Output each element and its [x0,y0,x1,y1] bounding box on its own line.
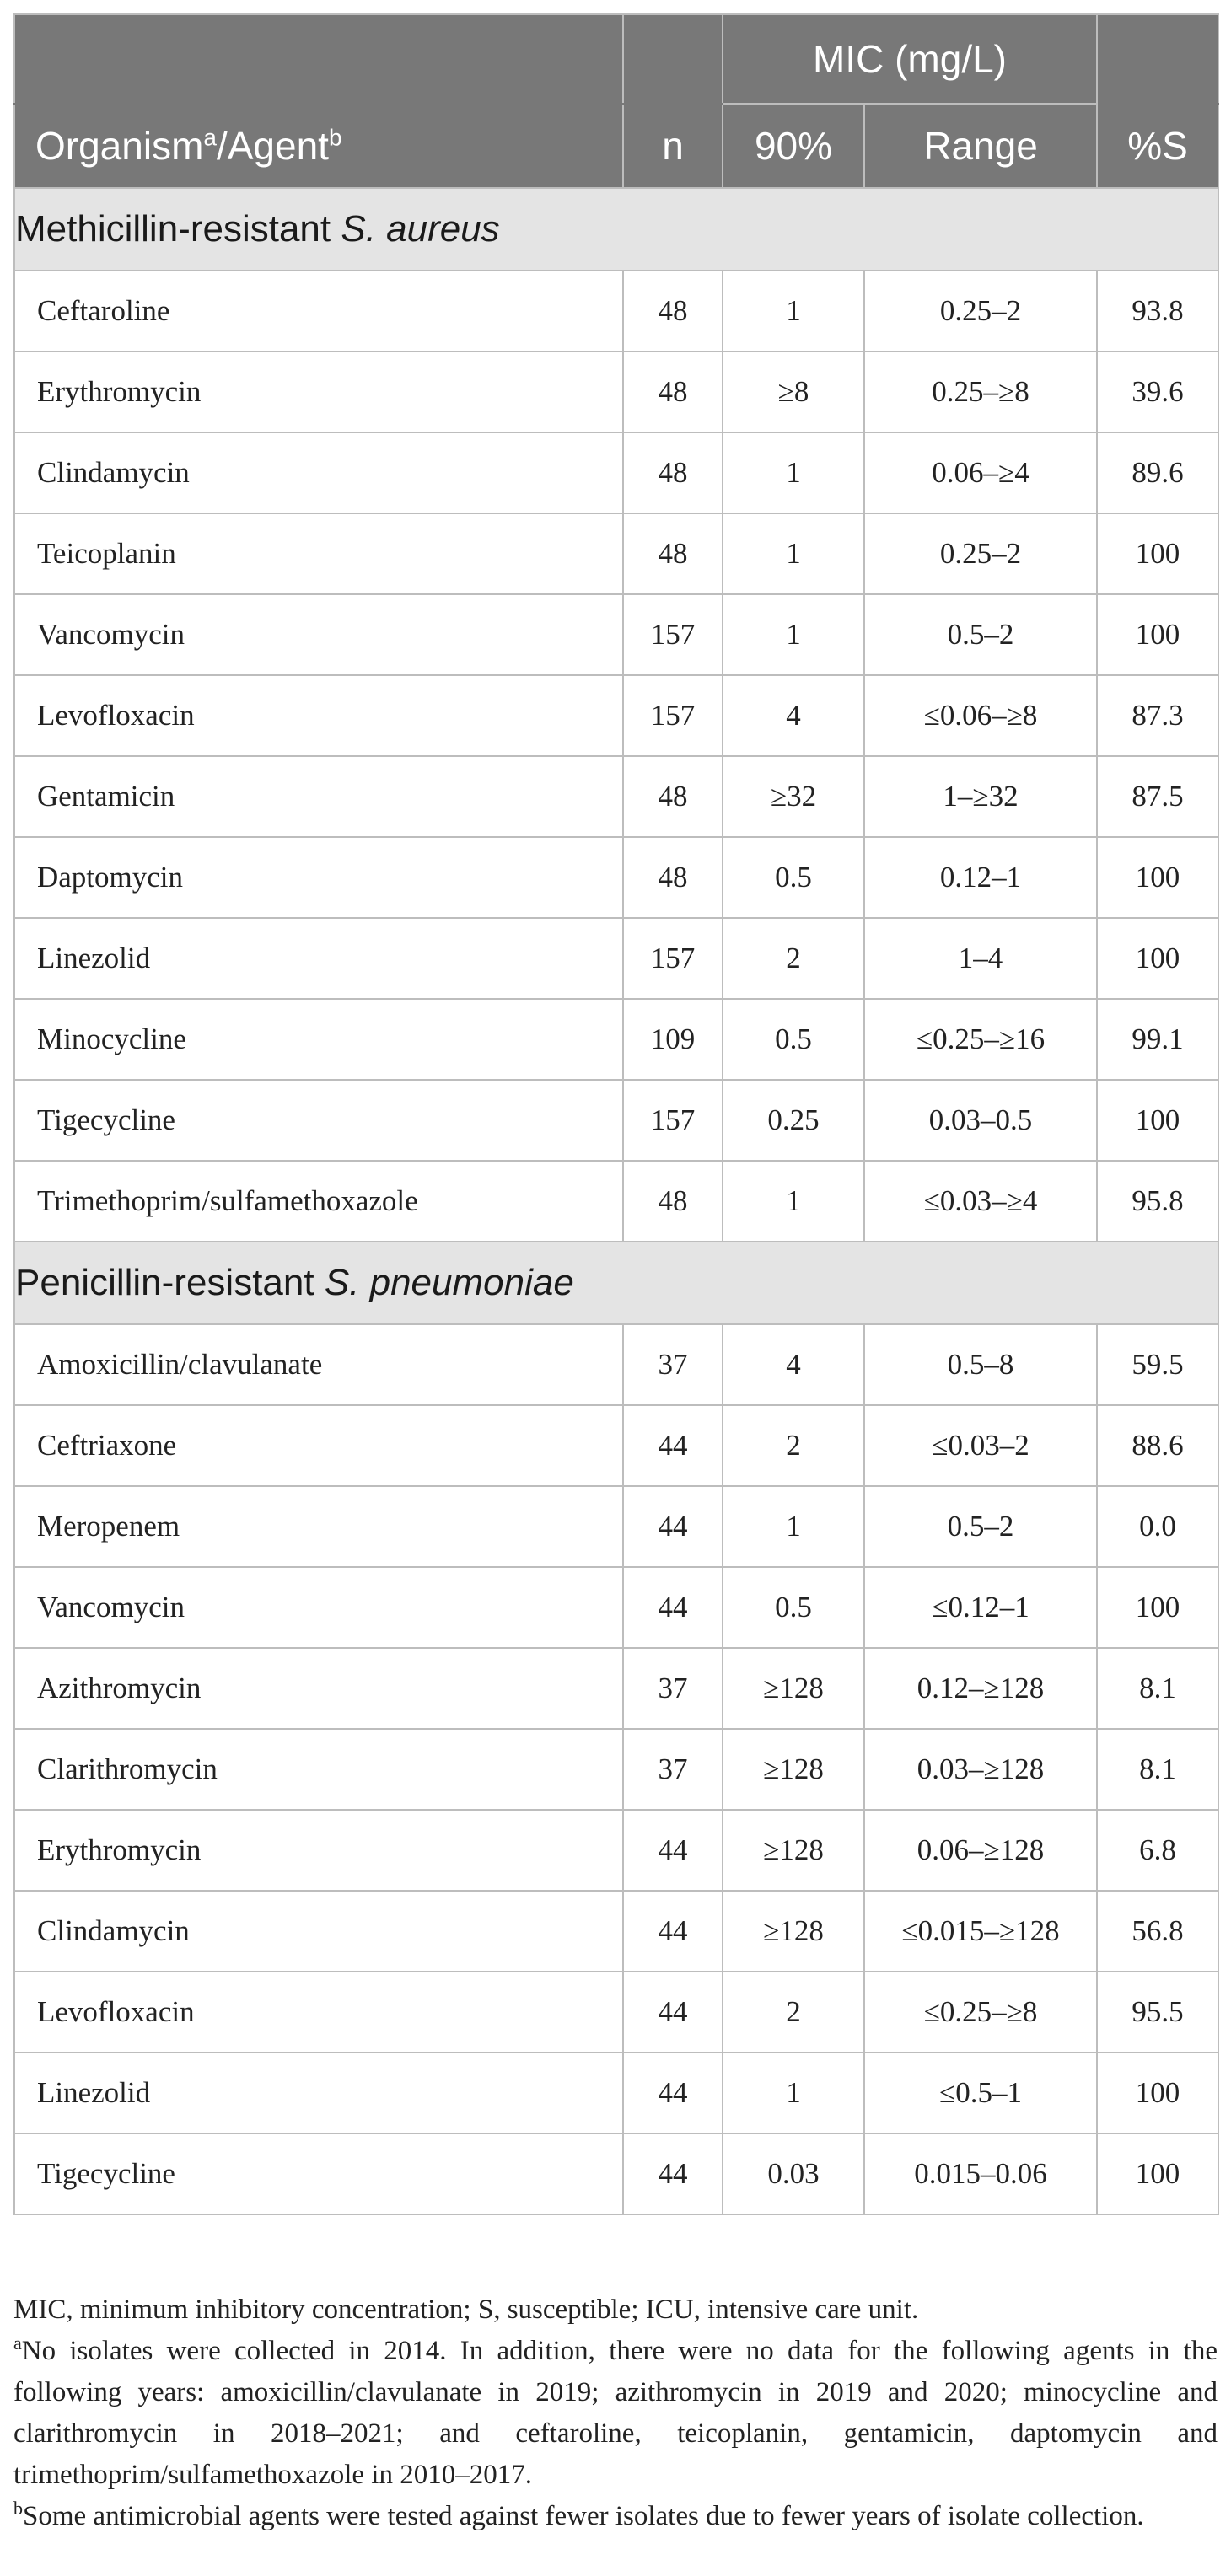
header-blank-cell [14,14,623,104]
mic90-cell: 0.5 [723,1567,864,1648]
susceptible-cell: 8.1 [1097,1648,1218,1729]
header-agent-sup: b [328,124,342,151]
section-title-prefix: Methicillin-resistant [15,208,341,250]
n-cell: 48 [623,513,723,594]
mic90-cell: ≥128 [723,1810,864,1891]
table-row [14,1080,1218,1161]
mic90-cell: 1 [723,513,864,594]
range-cell: 0.03–0.5 [864,1080,1097,1161]
table-row [14,1161,1218,1242]
section-header-row [14,1242,1218,1324]
table-row [14,999,1218,1080]
table-row [14,1729,1218,1810]
susceptible-cell: 6.8 [1097,1810,1218,1891]
n-cell: 157 [623,918,723,999]
susceptible-cell: 95.8 [1097,1161,1218,1242]
footnote-b [13,2496,1218,2537]
susceptible-cell: 56.8 [1097,1891,1218,1972]
agent-cell: Teicoplanin [14,513,623,594]
footnote-a [13,2331,1218,2496]
n-cell: 44 [623,2133,723,2214]
table-row [14,513,1218,594]
header-blank-cell [1097,14,1218,104]
table-row [14,1324,1218,1405]
susceptible-cell: 100 [1097,1567,1218,1648]
susceptible-cell: 59.5 [1097,1324,1218,1405]
n-cell: 48 [623,432,723,513]
susceptible-cell: 93.8 [1097,271,1218,352]
footnote-b-text: Some antimicrobial agents were tested against fewer isolates due to fewer years of isolate collection. [23,2501,1144,2531]
table-row [14,1567,1218,1648]
range-cell: ≤0.12–1 [864,1567,1097,1648]
header-agent: /Agent [216,124,329,168]
range-cell: 0.25–≥8 [864,352,1097,432]
table-row [14,2053,1218,2133]
susceptible-cell: 88.6 [1097,1405,1218,1486]
table-row [14,837,1218,918]
footnote-a-text: No isolates were collected in 2014. In addition, there were no data for the following agents in the following years: amoxicillin/clavulanate in 2019; azithromycin in 2019 and 2020; minocycline and clarithromycin in 2018–2021; and ceftaroline, teicoplanin, gentamicin, daptomycin and trimethoprim/sulfamethoxazole in 2010–2017. [13,2336,1218,2490]
susceptible-cell: 100 [1097,2133,1218,2214]
n-cell: 37 [623,1729,723,1810]
mic90-cell: ≥8 [723,352,864,432]
range-cell: 0.06–≥128 [864,1810,1097,1891]
mic90-cell: ≥32 [723,756,864,837]
range-cell: ≤0.25–≥16 [864,999,1097,1080]
range-cell: ≤0.015–≥128 [864,1891,1097,1972]
agent-cell: Linezolid [14,918,623,999]
n-cell: 157 [623,1080,723,1161]
header-mic-group: MIC (mg/L) [723,14,1097,104]
header-range: Range [864,104,1097,188]
n-cell: 44 [623,1486,723,1567]
range-cell: 1–≥32 [864,756,1097,837]
n-cell: 44 [623,1891,723,1972]
susceptible-cell: 95.5 [1097,1972,1218,2053]
range-cell: ≤0.03–2 [864,1405,1097,1486]
n-cell: 157 [623,594,723,675]
table-row [14,918,1218,999]
agent-cell: Azithromycin [14,1648,623,1729]
footnotes [13,2289,1218,2537]
section-title-prefix: Penicillin-resistant [15,1262,325,1303]
mic90-cell: 2 [723,1405,864,1486]
agent-cell: Meropenem [14,1486,623,1567]
header-blank-cell [623,14,723,104]
footnote-b-mark: b [13,2498,23,2519]
n-cell: 37 [623,1648,723,1729]
section-title [14,188,1218,271]
header-susceptible: %S [1097,104,1218,188]
mic-table [13,13,1219,2215]
table-row [14,352,1218,432]
agent-cell: Trimethoprim/sulfamethoxazole [14,1161,623,1242]
range-cell: 0.5–2 [864,1486,1097,1567]
table-row [14,432,1218,513]
range-cell: ≤0.25–≥8 [864,1972,1097,2053]
n-cell: 109 [623,999,723,1080]
agent-cell: Erythromycin [14,352,623,432]
n-cell: 44 [623,1405,723,1486]
susceptible-cell: 99.1 [1097,999,1218,1080]
susceptible-cell: 8.1 [1097,1729,1218,1810]
table-row [14,271,1218,352]
n-cell: 44 [623,1567,723,1648]
agent-cell: Vancomycin [14,594,623,675]
agent-cell: Levofloxacin [14,675,623,756]
header-organism: Organism [35,124,204,168]
footnote-a-mark: a [13,2332,22,2353]
agent-cell: Daptomycin [14,837,623,918]
range-cell: 0.12–≥128 [864,1648,1097,1729]
mic90-cell: ≥128 [723,1891,864,1972]
range-cell: 0.5–2 [864,594,1097,675]
agent-cell: Tigecycline [14,1080,623,1161]
table-row [14,1405,1218,1486]
n-cell: 44 [623,1972,723,2053]
section-header-row [14,188,1218,271]
range-cell: 0.5–8 [864,1324,1097,1405]
mic90-cell: 0.5 [723,837,864,918]
header-n: n [623,104,723,188]
range-cell: ≤0.03–≥4 [864,1161,1097,1242]
table-row [14,1891,1218,1972]
n-cell: 157 [623,675,723,756]
mic90-cell: 4 [723,1324,864,1405]
header-mic90: 90% [723,104,864,188]
mic90-cell: 2 [723,918,864,999]
n-cell: 37 [623,1324,723,1405]
table-row [14,2133,1218,2214]
table-row [14,675,1218,756]
agent-cell: Vancomycin [14,1567,623,1648]
mic90-cell: ≥128 [723,1729,864,1810]
n-cell: 44 [623,1810,723,1891]
range-cell: 0.03–≥128 [864,1729,1097,1810]
header-row-top [14,14,1218,104]
agent-cell: Ceftriaxone [14,1405,623,1486]
n-cell: 48 [623,1161,723,1242]
mic90-cell: 1 [723,2053,864,2133]
footnote-abbreviations: MIC, minimum inhibitory concentration; S, susceptible; ICU, intensive care unit. [13,2294,919,2325]
agent-cell: Gentamicin [14,756,623,837]
range-cell: ≤0.5–1 [864,2053,1097,2133]
range-cell: 0.12–1 [864,837,1097,918]
n-cell: 48 [623,756,723,837]
section-title [14,1242,1218,1324]
range-cell: 0.25–2 [864,513,1097,594]
susceptible-cell: 100 [1097,918,1218,999]
agent-cell: Clarithromycin [14,1729,623,1810]
susceptible-cell: 100 [1097,594,1218,675]
range-cell: 1–4 [864,918,1097,999]
range-cell: 0.25–2 [864,271,1097,352]
table-container [13,13,1218,2215]
n-cell: 48 [623,271,723,352]
table-row [14,1486,1218,1567]
n-cell: 48 [623,352,723,432]
susceptible-cell: 100 [1097,1080,1218,1161]
mic90-cell: 1 [723,1161,864,1242]
header-organism-sup: a [203,124,217,151]
table-row [14,1648,1218,1729]
mic90-cell: ≥128 [723,1648,864,1729]
table-row [14,756,1218,837]
agent-cell: Clindamycin [14,1891,623,1972]
agent-cell: Linezolid [14,2053,623,2133]
mic90-cell: 1 [723,432,864,513]
susceptible-cell: 39.6 [1097,352,1218,432]
agent-cell: Erythromycin [14,1810,623,1891]
table-row [14,1810,1218,1891]
range-cell: 0.015–0.06 [864,2133,1097,2214]
mic90-cell: 1 [723,271,864,352]
n-cell: 48 [623,837,723,918]
agent-cell: Tigecycline [14,2133,623,2214]
agent-cell: Amoxicillin/clavulanate [14,1324,623,1405]
table-row [14,594,1218,675]
n-cell: 44 [623,2053,723,2133]
header-row-columns [14,104,1218,188]
susceptible-cell: 100 [1097,837,1218,918]
agent-cell: Ceftaroline [14,271,623,352]
susceptible-cell: 0.0 [1097,1486,1218,1567]
section-title-species: S. aureus [341,208,500,250]
mic90-cell: 0.03 [723,2133,864,2214]
agent-cell: Clindamycin [14,432,623,513]
section-title-species: S. pneumoniae [324,1262,574,1303]
header-organism-agent [14,104,623,188]
mic90-cell: 0.25 [723,1080,864,1161]
table-row [14,1972,1218,2053]
mic90-cell: 0.5 [723,999,864,1080]
susceptible-cell: 89.6 [1097,432,1218,513]
mic90-cell: 1 [723,594,864,675]
range-cell: ≤0.06–≥8 [864,675,1097,756]
mic90-cell: 2 [723,1972,864,2053]
susceptible-cell: 100 [1097,2053,1218,2133]
table-body [14,188,1218,2214]
susceptible-cell: 87.3 [1097,675,1218,756]
mic90-cell: 1 [723,1486,864,1567]
susceptible-cell: 87.5 [1097,756,1218,837]
mic90-cell: 4 [723,675,864,756]
agent-cell: Levofloxacin [14,1972,623,2053]
range-cell: 0.06–≥4 [864,432,1097,513]
susceptible-cell: 100 [1097,513,1218,594]
agent-cell: Minocycline [14,999,623,1080]
